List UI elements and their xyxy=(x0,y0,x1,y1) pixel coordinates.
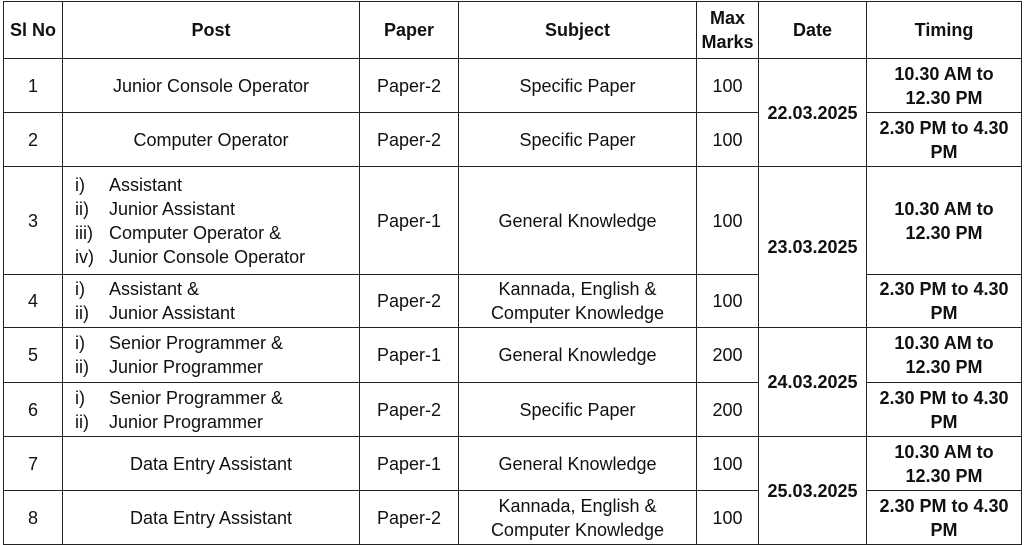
header-date: Date xyxy=(759,2,867,59)
marks-cell: 200 xyxy=(697,383,759,437)
paper-cell: Paper-1 xyxy=(360,328,459,383)
timing-cell: 10.30 AM to 12.30 PM xyxy=(867,328,1022,383)
post-list-item: i) Assistant & xyxy=(75,279,200,299)
date-cell: 23.03.2025 xyxy=(759,167,867,328)
timing-cell: 2.30 PM to 4.30 PM xyxy=(867,383,1022,437)
subject-cell: Kannada, English & Computer Knowledge xyxy=(459,491,697,545)
timing-cell: 10.30 AM to 12.30 PM xyxy=(867,167,1022,275)
post-list-cell xyxy=(63,167,360,275)
timing-cell: 2.30 PM to 4.30 PM xyxy=(867,491,1022,545)
marks-cell: 100 xyxy=(697,275,759,328)
post-cell: Junior Console Operator xyxy=(63,59,360,113)
subject-cell: Specific Paper xyxy=(459,113,697,167)
header-timing: Timing xyxy=(867,2,1022,59)
paper-cell: Paper-1 xyxy=(360,437,459,491)
post-cell: Data Entry Assistant xyxy=(63,437,360,491)
marks-cell: 100 xyxy=(697,167,759,275)
post-list-item: ii) Junior Assistant xyxy=(75,198,236,219)
date-cell: 25.03.2025 xyxy=(759,437,867,545)
post-list-cell xyxy=(63,275,360,328)
header-sl-no: Sl No xyxy=(4,2,63,59)
post-list-item: i) Assistant xyxy=(75,174,183,195)
header-subject: Subject xyxy=(459,2,697,59)
timing-cell: 2.30 PM to 4.30 PM xyxy=(867,275,1022,328)
post-list-item: ii) Junior Assistant xyxy=(75,303,236,323)
paper-cell: Paper-2 xyxy=(360,383,459,437)
sl-no-cell: 8 xyxy=(4,491,63,545)
table-row xyxy=(4,383,1022,437)
table-row xyxy=(4,167,1022,275)
marks-cell: 100 xyxy=(697,59,759,113)
post-list-item: iii) Computer Operator & xyxy=(75,222,282,243)
table-row xyxy=(4,328,1022,383)
paper-cell: Paper-2 xyxy=(360,491,459,545)
post-cell: Data Entry Assistant xyxy=(63,491,360,545)
paper-cell: Paper-1 xyxy=(360,167,459,275)
table-row xyxy=(4,437,1022,491)
marks-cell: 200 xyxy=(697,328,759,383)
date-cell: 22.03.2025 xyxy=(759,59,867,167)
paper-cell: Paper-2 xyxy=(360,275,459,328)
timing-cell: 10.30 AM to 12.30 PM xyxy=(867,59,1022,113)
table-row xyxy=(4,113,1022,167)
post-list-cell xyxy=(63,383,360,437)
subject-cell: General Knowledge xyxy=(459,328,697,383)
sl-no-cell: 6 xyxy=(4,383,63,437)
marks-cell: 100 xyxy=(697,437,759,491)
post-list-item: iv) Junior Console Operator xyxy=(75,246,306,267)
sl-no-cell: 3 xyxy=(4,167,63,275)
header-paper: Paper xyxy=(360,2,459,59)
table-row xyxy=(4,275,1022,328)
marks-cell: 100 xyxy=(697,113,759,167)
subject-cell: Specific Paper xyxy=(459,59,697,113)
table-row xyxy=(4,491,1022,545)
exam-schedule-table xyxy=(3,1,1022,545)
header-max-marks: Max Marks xyxy=(697,2,759,59)
date-cell: 24.03.2025 xyxy=(759,328,867,437)
paper-cell: Paper-2 xyxy=(360,113,459,167)
subject-cell: General Knowledge xyxy=(459,437,697,491)
marks-cell: 100 xyxy=(697,491,759,545)
post-list-item: ii) Junior Programmer xyxy=(75,357,264,377)
subject-cell: General Knowledge xyxy=(459,167,697,275)
post-cell: Computer Operator xyxy=(63,113,360,167)
post-list-item: ii) Junior Programmer xyxy=(75,411,264,432)
timing-cell: 2.30 PM to 4.30 PM xyxy=(867,113,1022,167)
paper-cell: Paper-2 xyxy=(360,59,459,113)
table-row xyxy=(4,59,1022,113)
timing-cell: 10.30 AM to 12.30 PM xyxy=(867,437,1022,491)
sl-no-cell: 1 xyxy=(4,59,63,113)
sl-no-cell: 5 xyxy=(4,328,63,383)
subject-cell: Specific Paper xyxy=(459,383,697,437)
post-list-cell xyxy=(63,328,360,383)
subject-cell: Kannada, English & Computer Knowledge xyxy=(459,275,697,328)
sl-no-cell: 4 xyxy=(4,275,63,328)
post-list-item: i) Senior Programmer & xyxy=(75,387,284,408)
header-row xyxy=(4,2,1022,59)
post-list-item: i) Senior Programmer & xyxy=(75,333,284,353)
header-post: Post xyxy=(63,2,360,59)
sl-no-cell: 7 xyxy=(4,437,63,491)
sl-no-cell: 2 xyxy=(4,113,63,167)
